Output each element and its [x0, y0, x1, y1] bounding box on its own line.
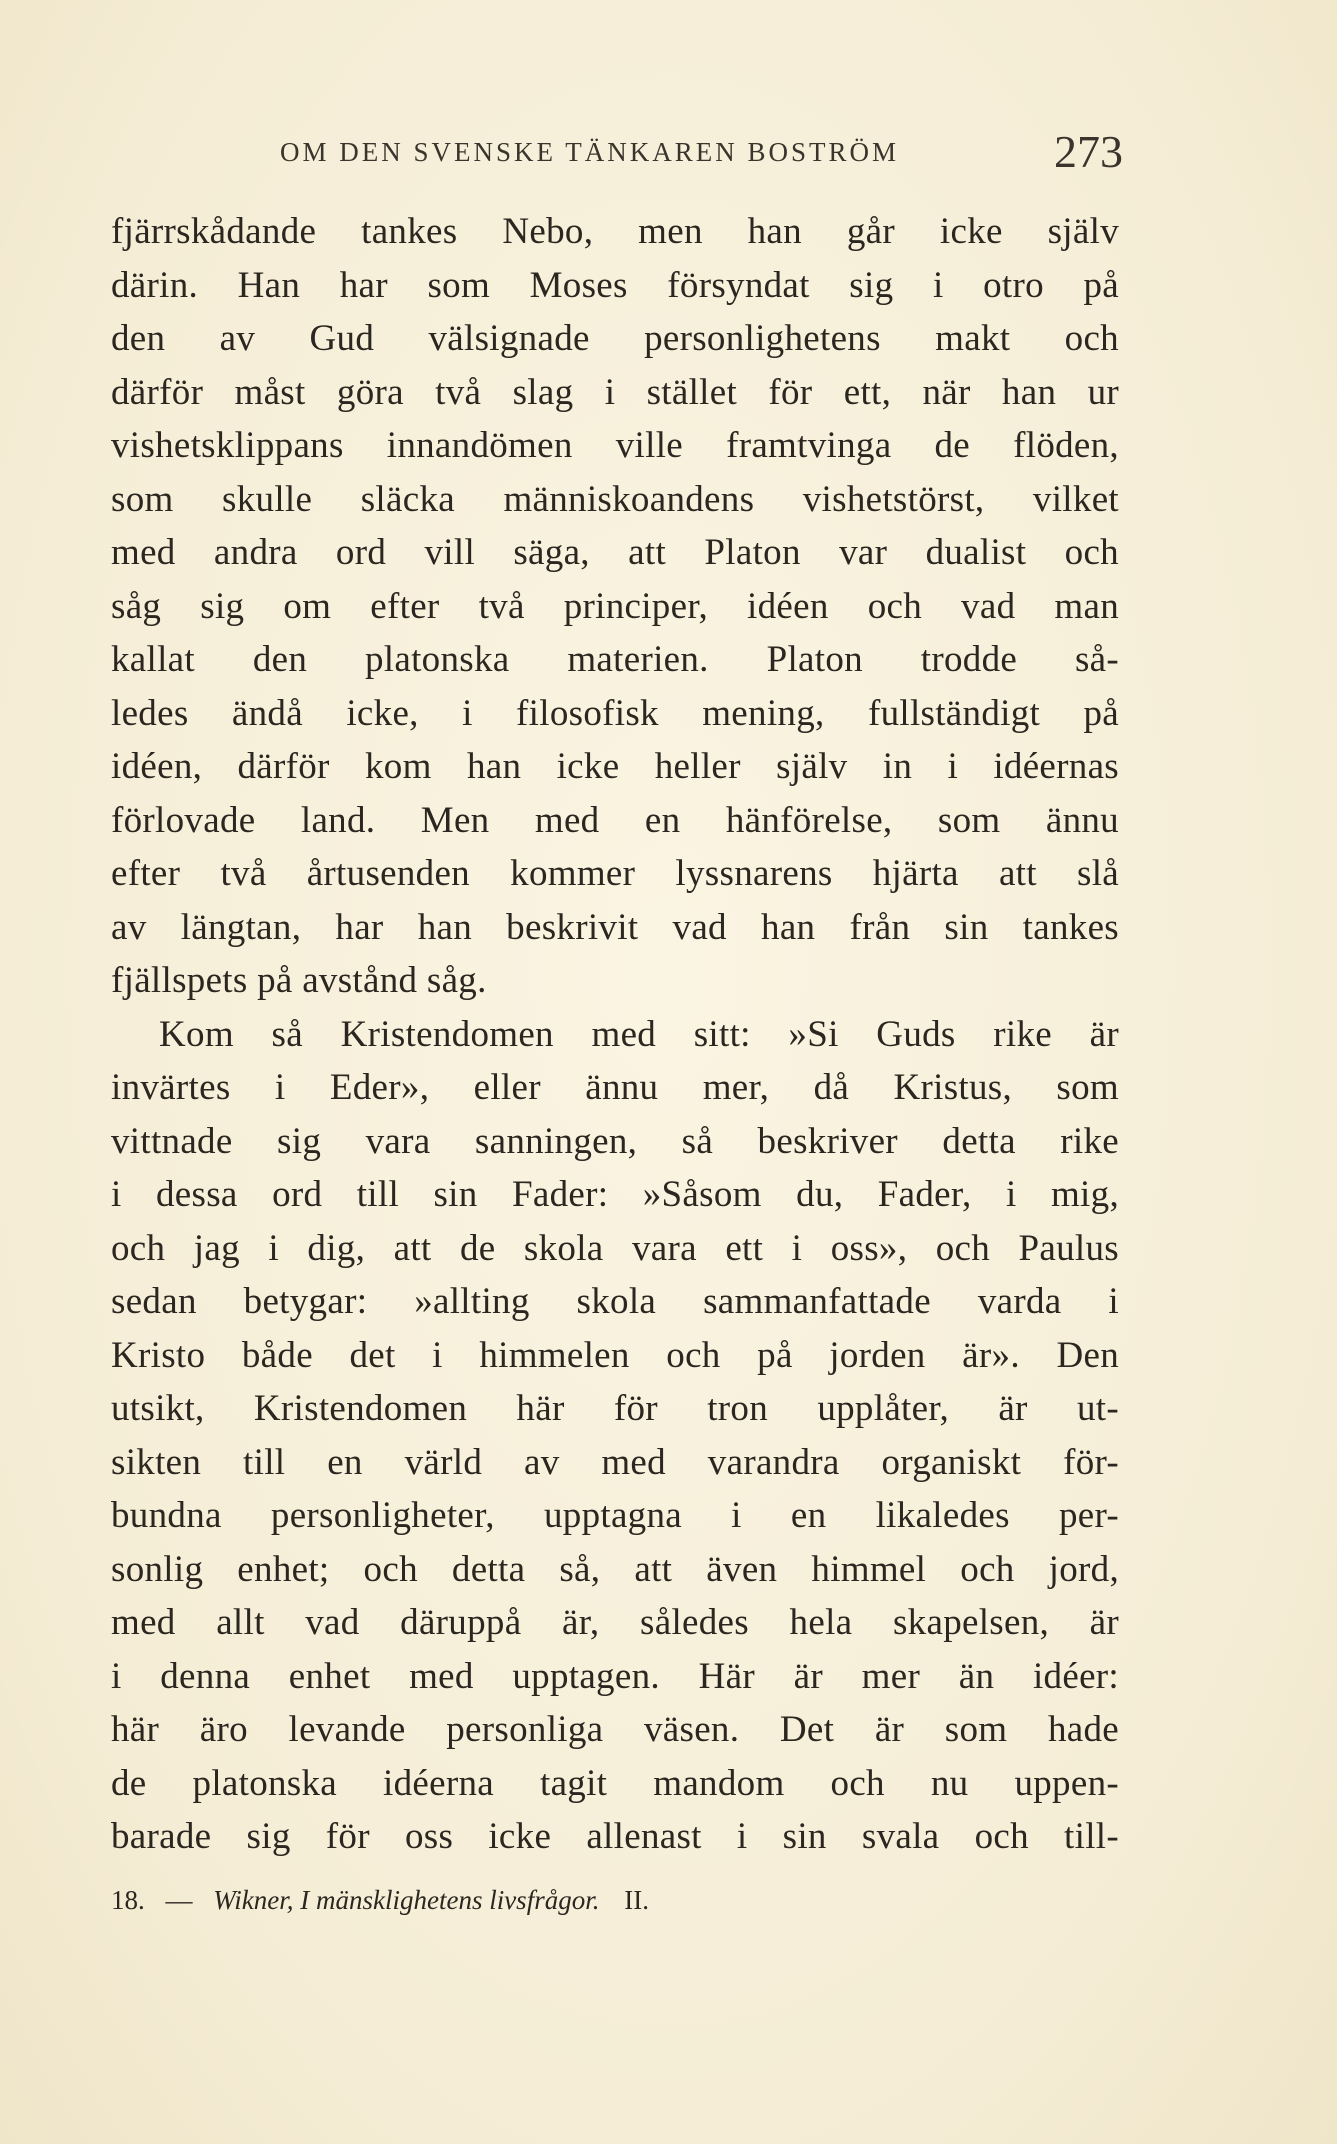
text-line: de platonska idéerna tagit mandom och nu uppen-	[111, 1762, 1119, 1804]
text-line: fjärrskådande tankes Nebo, men han går icke själv	[111, 211, 1119, 252]
text-line: med allt vad däruppå är, således hela skapelsen, är	[111, 1602, 1119, 1643]
text-line: här äro levande personliga väsen. Det är som hade	[111, 1709, 1119, 1750]
running-head	[280, 125, 1123, 175]
text-line: bundna personligheter, upptagna i en likaledes per-	[111, 1495, 1119, 1536]
text-line: förlovade land. Men med en hänförelse, som ännu	[111, 799, 1119, 841]
text-line: Kristo både det i himmelen och på jorden är». Den	[111, 1334, 1119, 1376]
page-number: 273	[1054, 126, 1123, 177]
text-line: och jag i dig, att de skola vara ett i oss», och Paulus	[111, 1227, 1119, 1269]
signature-mark: 18.	[111, 1885, 145, 1915]
text-line: sedan betygar: »allting skola sammanfattade varda i	[111, 1281, 1119, 1322]
text-line: som skulle släcka människoandens vishetstörst, vilket	[111, 478, 1119, 520]
signature-footer	[111, 1885, 1011, 1916]
text-line: därin. Han har som Moses försyndat sig i otro på	[111, 264, 1119, 306]
text-line: kallat den platonska materien. Platon trodde så-	[111, 639, 1119, 680]
text-line: barade sig för oss icke allenast i sin svala och till-	[111, 1816, 1119, 1857]
text-line: såg sig om efter två principer, idéen och vad man	[111, 585, 1119, 627]
text-line: av längtan, har han beskrivit vad han från sin tankes	[111, 906, 1119, 948]
footer-volume: II.	[624, 1885, 649, 1915]
paragraph-end-line: fjällspets på avstånd såg.	[111, 960, 487, 1001]
text-line: utsikt, Kristendomen här för tron upplåter, är ut-	[111, 1388, 1119, 1429]
footer-dash: —	[165, 1885, 193, 1915]
text-line: i dessa ord till sin Fader: »Såsom du, Fader, i mig,	[111, 1174, 1119, 1215]
text-line: därför måst göra två slag i stället för ett, när han ur	[111, 371, 1119, 413]
footer-book-title: Wikner, I mänsklighetens livsfrågor.	[213, 1885, 600, 1915]
text-line: invärtes i Eder», eller ännu mer, då Kristus, som	[111, 1067, 1119, 1108]
text-line: den av Gud välsignade personlighetens makt och	[111, 318, 1119, 359]
text-line: vishetsklippans innandömen ville framtvinga de flöden,	[111, 425, 1119, 466]
running-title: OM DEN SVENSKE TÄNKAREN BOSTRÖM	[280, 137, 900, 167]
paragraph-start-line: Kom så Kristendomen med sitt: »Si Guds rike är	[159, 1013, 1119, 1055]
body-text	[111, 205, 1119, 1864]
text-line: sikten till en värld av med varandra organiskt för-	[111, 1441, 1119, 1483]
text-line: sonlig enhet; och detta så, att även himmel och jord,	[111, 1548, 1119, 1590]
text-line: med andra ord vill säga, att Platon var dualist och	[111, 532, 1119, 573]
text-line: efter två årtusenden kommer lyssnarens hjärta att slå	[111, 853, 1119, 894]
text-line: idéen, därför kom han icke heller själv in i idéernas	[111, 746, 1119, 787]
text-line: ledes ändå icke, i filosofisk mening, fullständigt på	[111, 692, 1119, 734]
text-line: i denna enhet med upptagen. Här är mer än idéer:	[111, 1655, 1119, 1697]
text-line: vittnade sig vara sanningen, så beskriver detta rike	[111, 1120, 1119, 1162]
